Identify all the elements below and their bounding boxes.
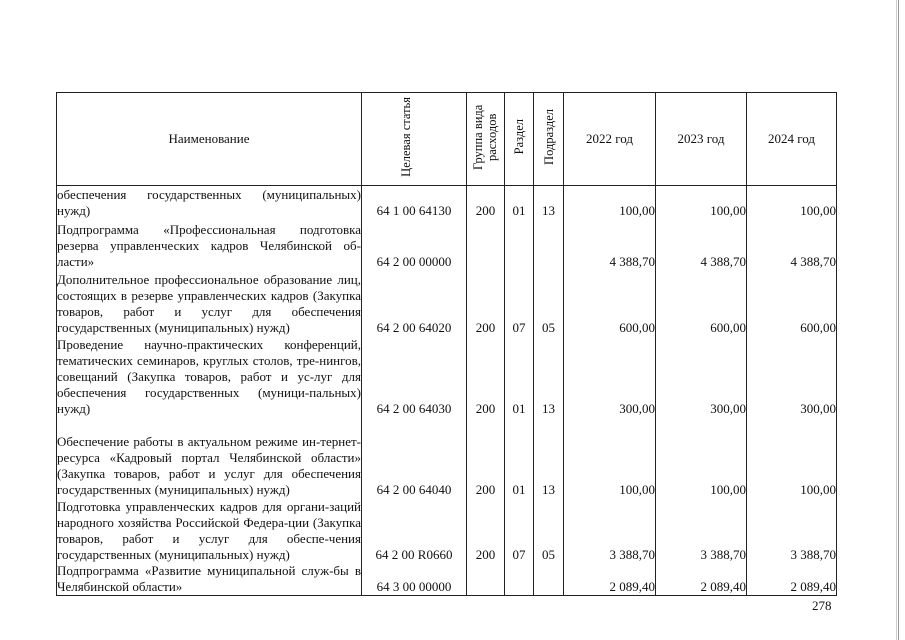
row-group: 200 [467, 186, 505, 219]
table-row [57, 219, 837, 270]
row-name: Обеспечение работы в актуальном режиме ин-тернет-ресурса «Кадровый портал Челябинской области» (Закупка товаров, работ и услуг для обеспечения государственных (муниципальных) нужд) [57, 417, 362, 498]
header-name: Наименование [57, 93, 362, 186]
row-section: 01 [505, 336, 534, 417]
row-value-2022: 300,00 [564, 336, 656, 417]
table-row [57, 498, 837, 563]
header-group-label: Группа вида расходов [470, 104, 499, 170]
table-row [57, 336, 837, 417]
row-section: 07 [505, 270, 534, 336]
row-section [505, 563, 534, 596]
row-value-2022: 2 089,40 [564, 563, 656, 596]
header-section-label: Раздел [512, 119, 526, 155]
header-target-label: Целевая статья [399, 97, 413, 177]
header-2023: 2023 год [656, 93, 747, 186]
page-number: 278 [812, 598, 832, 613]
row-subsection [534, 563, 564, 596]
row-value-2023: 300,00 [656, 336, 747, 417]
row-target-code: 64 2 00 64040 [362, 417, 467, 498]
header-2022: 2022 год [564, 93, 656, 186]
table-row [57, 270, 837, 336]
budget-table [56, 92, 837, 596]
row-value-2022: 600,00 [564, 270, 656, 336]
row-section [505, 219, 534, 270]
header-subsection-label: Подраздел [541, 109, 556, 165]
row-target-code: 64 2 00 R0660 [362, 498, 467, 563]
row-subsection: 05 [534, 498, 564, 563]
row-target-code: 64 2 00 64030 [362, 336, 467, 417]
row-value-2024: 2 089,40 [747, 563, 837, 596]
table-row [57, 186, 837, 219]
page-edge-shadow [896, 0, 897, 640]
row-subsection: 13 [534, 336, 564, 417]
row-value-2024: 3 388,70 [747, 498, 837, 563]
header-target [362, 93, 467, 186]
row-value-2022: 3 388,70 [564, 498, 656, 563]
row-value-2023: 100,00 [656, 186, 747, 219]
row-value-2024: 600,00 [747, 270, 837, 336]
row-group: 200 [467, 336, 505, 417]
row-name: Подпрограмма «Развитие муниципальной служ-бы в Челябинской области» [57, 563, 361, 594]
row-name: Проведение научно-практических конференций, тематических семинаров, круглых столов, тре-нингов, совещаний (Закупка товаров, работ и ус-луг для обеспечения государственных (муници-пальных) нужд) [57, 336, 361, 416]
row-subsection: 13 [534, 417, 564, 498]
row-target-code: 64 2 00 00000 [362, 219, 467, 270]
row-group [467, 563, 505, 596]
table-row [57, 417, 837, 498]
row-value-2023: 3 388,70 [656, 498, 747, 563]
page-edge [898, 0, 899, 640]
row-value-2023: 2 089,40 [656, 563, 747, 596]
row-value-2024: 100,00 [747, 417, 837, 498]
header-group [467, 93, 505, 186]
table-row [57, 563, 837, 596]
row-target-code: 64 1 00 64130 [362, 186, 467, 219]
row-section: 07 [505, 498, 534, 563]
row-group: 200 [467, 270, 505, 336]
row-name: обеспечения государственных (муниципальных) нужд) [57, 186, 361, 218]
row-value-2022: 4 388,70 [564, 219, 656, 270]
header-2024: 2024 год [747, 93, 837, 186]
row-subsection [534, 219, 564, 270]
header-section [505, 93, 534, 186]
row-name: Дополнительное профессиональное образование лиц, состоящих в резерве управленческих кадров (Закупка товаров, работ и услуг для обеспечения государственных (муниципальных) нужд) [57, 271, 361, 335]
row-value-2024: 300,00 [747, 336, 837, 417]
row-value-2022: 100,00 [564, 417, 656, 498]
row-value-2023: 4 388,70 [656, 219, 747, 270]
row-value-2024: 4 388,70 [747, 219, 837, 270]
row-group [467, 219, 505, 270]
row-subsection: 13 [534, 186, 564, 219]
row-section: 01 [505, 417, 534, 498]
row-target-code: 64 3 00 00000 [362, 563, 467, 596]
row-group: 200 [467, 417, 505, 498]
row-value-2023: 600,00 [656, 270, 747, 336]
row-section: 01 [505, 186, 534, 219]
row-group: 200 [467, 498, 505, 563]
row-subsection: 05 [534, 270, 564, 336]
header-subsection [534, 93, 564, 186]
row-value-2022: 100,00 [564, 186, 656, 219]
row-name: Подготовка управленческих кадров для органи-заций народного хозяйства Российской Федера-ции (Закупка товаров, работ и услуг для обеспе-чения государственных (муниципальных) нужд) [57, 498, 361, 562]
row-target-code: 64 2 00 64020 [362, 270, 467, 336]
row-value-2024: 100,00 [747, 186, 837, 219]
header-row [57, 93, 837, 186]
row-value-2023: 100,00 [656, 417, 747, 498]
row-name: Подпрограмма «Профессиональная подготовка резерва управленческих кадров Челябинской об-ласти» [57, 219, 362, 270]
